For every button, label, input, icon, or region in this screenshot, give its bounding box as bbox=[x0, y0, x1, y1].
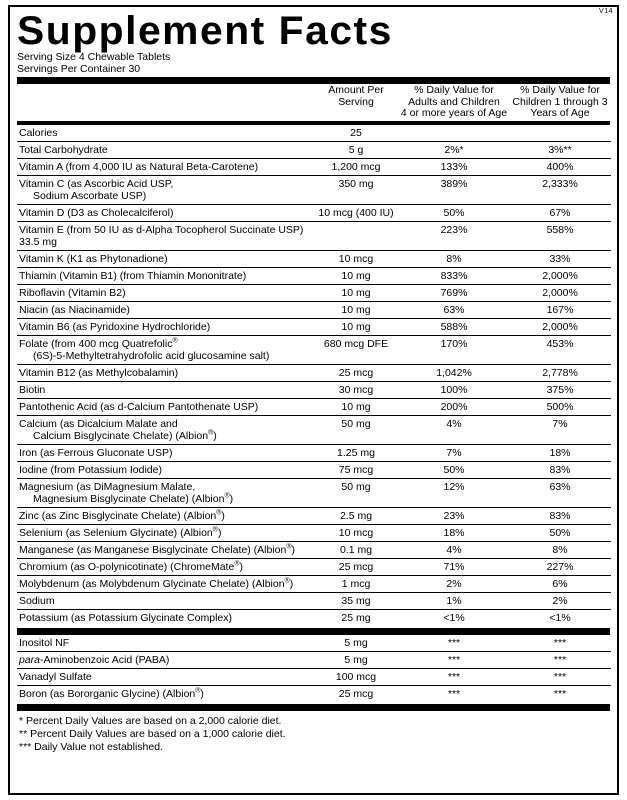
table-row bbox=[17, 204, 611, 221]
nutrient-dv-children: 453% bbox=[509, 335, 611, 364]
nutrient-dv-children: 167% bbox=[509, 301, 611, 318]
footnote: * Percent Daily Values are based on a 2,000 calorie diet. bbox=[19, 714, 282, 727]
rule-thick-mid bbox=[17, 628, 610, 635]
table-row bbox=[17, 267, 611, 284]
secondary-rows-table bbox=[17, 635, 611, 702]
table-row bbox=[17, 668, 611, 685]
nutrient-name: Calcium (as Dicalcium Malate and Calcium Bisglycinate Chelate) (Albion®) bbox=[17, 415, 313, 444]
nutrient-dv-children: 2,000% bbox=[509, 284, 611, 301]
nutrient-dv-adults: 4% bbox=[399, 415, 509, 444]
header-amount-per-serving bbox=[313, 84, 399, 121]
serving-info bbox=[17, 52, 610, 75]
header-dv-children-line1: % Daily Value for bbox=[520, 84, 600, 96]
nutrient-amount: 25 mcg bbox=[313, 685, 399, 702]
nutrient-dv-children: *** bbox=[509, 651, 611, 668]
servings-per-container: Servings Per Container 30 bbox=[17, 62, 141, 75]
table-row bbox=[17, 398, 611, 415]
nutrient-name: Sodium bbox=[17, 592, 313, 609]
footnote: *** Daily Value not established. bbox=[19, 740, 163, 753]
nutrient-dv-adults: 769% bbox=[399, 284, 509, 301]
nutrient-name: Chromium (as O-polynicotinate) (ChromeMate®) bbox=[17, 558, 313, 575]
nutrient-amount: 25 bbox=[350, 126, 362, 139]
nutrient-dv-children: 400% bbox=[509, 158, 611, 175]
nutrient-dv-adults: 170% bbox=[399, 335, 509, 364]
nutrient-name: Inositol NF bbox=[19, 636, 70, 649]
nutrient-rows bbox=[17, 125, 611, 626]
nutrient-dv-adults: 23% bbox=[399, 507, 509, 524]
nutrient-amount: 10 mg bbox=[313, 284, 399, 301]
nutrient-name: Manganese (as Manganese Bisglycinate Chelate) (Albion®) bbox=[17, 541, 313, 558]
nutrient-name-line2: Magnesium Bisglycinate Chelate) (Albion®) bbox=[33, 492, 234, 505]
nutrient-dv-adults: 223% bbox=[399, 221, 509, 250]
table-row bbox=[17, 635, 611, 652]
nutrient-dv-children: *** bbox=[509, 668, 611, 685]
nutrient-name-line2: Sodium Ascorbate USP) bbox=[33, 189, 147, 202]
header-dv-adults-line3: 4 or more years of Age bbox=[400, 107, 508, 119]
nutrient-name: Riboflavin (Vitamin B2) bbox=[17, 284, 313, 301]
nutrient-name: Zinc (as Zinc Bisglycinate Chelate) (Albion®) bbox=[17, 507, 313, 524]
nutrient-name: Magnesium (as DiMagnesium Malate, Magnesium Bisglycinate Chelate) (Albion®) bbox=[17, 478, 313, 507]
nutrient-dv-children: 83% bbox=[509, 507, 611, 524]
nutrient-amount: 30 mcg bbox=[313, 381, 399, 398]
nutrient-dv-children: 227% bbox=[509, 558, 611, 575]
nutrient-amount: 680 mcg DFE bbox=[313, 335, 399, 364]
nutrient-amount: 50 mg bbox=[313, 478, 399, 507]
header-amount-line2: Serving bbox=[338, 95, 374, 108]
table-row bbox=[17, 592, 611, 609]
nutrient-dv-children: 2,000% bbox=[509, 267, 611, 284]
table-row bbox=[17, 125, 611, 142]
nutrient-name: Folate (from 400 mcg Quatrefolic® (6S)-5-Methyltetrahydrofolic acid glucosamine salt) bbox=[17, 335, 313, 364]
nutrient-amount: 10 mcg bbox=[313, 250, 399, 267]
nutrient-dv-children: 375% bbox=[509, 381, 611, 398]
nutrient-dv-adults: 50% bbox=[399, 461, 509, 478]
nutrient-name: Selenium (as Selenium Glycinate) (Albion®) bbox=[17, 524, 313, 541]
nutrient-name: Vitamin B12 (as Methylcobalamin) bbox=[17, 364, 313, 381]
nutrient-name-line2: Calcium Bisglycinate Chelate) (Albion®) bbox=[33, 429, 217, 442]
nutrient-name: Thiamin (Vitamin B1) (from Thiamin Mononitrate) bbox=[17, 267, 313, 284]
table-row bbox=[17, 175, 611, 204]
header-dv-children bbox=[509, 84, 611, 121]
table-row bbox=[17, 381, 611, 398]
table-row bbox=[17, 221, 611, 250]
table-row bbox=[17, 158, 611, 175]
nutrient-dv-children bbox=[509, 125, 611, 142]
nutrient-dv-adults: 12% bbox=[399, 478, 509, 507]
nutrient-dv-adults: *** bbox=[399, 651, 509, 668]
nutrient-name: Molybdenum (as Molybdenum Glycinate Chelate) (Albion®) bbox=[17, 575, 313, 592]
nutrient-name: Potassium (as Potassium Glycinate Complex) bbox=[17, 609, 313, 626]
table-row bbox=[17, 444, 611, 461]
nutrient-amount: 50 mg bbox=[313, 415, 399, 444]
nutrient-amount: 100 mcg bbox=[313, 668, 399, 685]
serving-size: Serving Size 4 Chewable Tablets bbox=[17, 51, 171, 63]
nutrient-dv-children: 6% bbox=[509, 575, 611, 592]
nutrient-dv-adults: 1,042% bbox=[399, 364, 509, 381]
nutrient-dv-adults: 133% bbox=[399, 158, 509, 175]
header-nutrient bbox=[17, 84, 313, 121]
nutrient-dv-children: *** bbox=[509, 685, 611, 702]
nutrient-dv-adults: 4% bbox=[399, 541, 509, 558]
table-header bbox=[17, 84, 611, 121]
table-row bbox=[17, 558, 611, 575]
nutrient-dv-adults: 200% bbox=[399, 398, 509, 415]
nutrient-dv-children: 2,000% bbox=[509, 318, 611, 335]
table-row bbox=[17, 575, 611, 592]
table-row bbox=[17, 301, 611, 318]
header-dv-children-line2: Children 1 through 3 bbox=[512, 95, 608, 108]
nutrient-dv-children: 500% bbox=[509, 398, 611, 415]
nutrient-dv-adults: 2%* bbox=[399, 141, 509, 158]
rule-thick-bottom bbox=[17, 704, 610, 711]
header-amount-line1: Amount Per bbox=[328, 84, 384, 96]
nutrient-name: Boron (as Bororganic Glycine) (Albion®) bbox=[17, 685, 313, 702]
nutrient-dv-adults: 71% bbox=[399, 558, 509, 575]
nutrient-amount bbox=[313, 221, 399, 250]
nutrient-dv-adults: *** bbox=[399, 668, 509, 685]
nutrient-amount: 2.5 mg bbox=[313, 507, 399, 524]
nutrient-amount: 10 mg bbox=[313, 267, 399, 284]
header-dv-adults-line2: Adults and Children bbox=[408, 95, 500, 108]
secondary-nutrient-rows bbox=[17, 635, 611, 702]
nutrient-name: Calories bbox=[19, 126, 58, 139]
nutrient-name: Vitamin K (K1 as Phytonadione) bbox=[17, 250, 313, 267]
footnotes bbox=[17, 711, 610, 754]
nutrient-amount: 75 mcg bbox=[313, 461, 399, 478]
nutrient-dv-adults: <1% bbox=[399, 609, 509, 626]
nutrient-dv-children: <1% bbox=[509, 609, 611, 626]
table-row bbox=[17, 141, 611, 158]
nutrient-amount: 5 mg bbox=[344, 636, 368, 649]
nutrient-rows-table bbox=[17, 125, 611, 626]
rule-thick-top bbox=[17, 77, 610, 84]
nutrient-name: para-Aminobenzoic Acid (PABA) bbox=[17, 651, 313, 668]
nutrient-name: Vitamin B6 (as Pyridoxine Hydrochloride) bbox=[17, 318, 313, 335]
nutrient-dv-adults: 7% bbox=[399, 444, 509, 461]
header-dv-adults-line1: % Daily Value for bbox=[414, 84, 494, 96]
nutrient-dv-adults: *** bbox=[399, 685, 509, 702]
version-code: V14 bbox=[599, 8, 613, 15]
table-row bbox=[17, 609, 611, 626]
nutrient-amount: 10 mcg bbox=[313, 524, 399, 541]
nutrient-amount: 5 mg bbox=[313, 651, 399, 668]
header-dv-children-line3: Years of Age bbox=[530, 107, 590, 119]
nutrient-dv-children: 558% bbox=[509, 221, 611, 250]
nutrient-name: Vitamin E (from 50 IU as d-Alpha Tocopherol Succinate USP) 33.5 mg bbox=[17, 221, 313, 250]
nutrient-name: Pantothenic Acid (as d-Calcium Pantothenate USP) bbox=[17, 398, 313, 415]
nutrient-amount: 10 mcg (400 IU) bbox=[313, 204, 399, 221]
nutrient-amount: 5 g bbox=[313, 141, 399, 158]
nutrient-amount: 0.1 mg bbox=[313, 541, 399, 558]
nutrient-dv-children: 83% bbox=[509, 461, 611, 478]
nutrient-name: Vitamin C (as Ascorbic Acid USP, Sodium Ascorbate USP) bbox=[17, 175, 313, 204]
nutrient-dv-adults: 833% bbox=[399, 267, 509, 284]
table-row bbox=[17, 685, 611, 702]
nutrient-name: Vitamin A (from 4,000 IU as Natural Beta-Carotene) bbox=[17, 158, 313, 175]
nutrient-dv-adults bbox=[399, 125, 509, 142]
page-title: Supplement Facts bbox=[17, 9, 393, 53]
table-row bbox=[17, 415, 611, 444]
nutrient-name: Iodine (from Potassium Iodide) bbox=[17, 461, 313, 478]
table-row bbox=[17, 284, 611, 301]
nutrient-amount: 1.25 mg bbox=[313, 444, 399, 461]
nutrient-amount: 25 mg bbox=[313, 609, 399, 626]
label-frame bbox=[8, 5, 619, 795]
nutrient-name: Vitamin D (D3 as Cholecalciferol) bbox=[17, 204, 313, 221]
nutrient-dv-children: 8% bbox=[509, 541, 611, 558]
nutrient-dv-children: 3%** bbox=[509, 141, 611, 158]
nutrient-amount: 1 mcg bbox=[313, 575, 399, 592]
nutrient-dv-children: 63% bbox=[509, 478, 611, 507]
nutrient-name-line2: (6S)-5-Methyltetrahydrofolic acid glucosamine salt) bbox=[33, 349, 270, 362]
nutrient-name: Iron (as Ferrous Gluconate USP) bbox=[17, 444, 313, 461]
table-row bbox=[17, 461, 611, 478]
table-row bbox=[17, 250, 611, 267]
table-row bbox=[17, 478, 611, 507]
nutrient-dv-adults: 63% bbox=[399, 301, 509, 318]
table-row bbox=[17, 335, 611, 364]
nutrient-dv-children: 50% bbox=[509, 524, 611, 541]
nutrient-amount: 10 mg bbox=[313, 318, 399, 335]
nutrient-dv-children: 2% bbox=[509, 592, 611, 609]
nutrient-amount: 25 mcg bbox=[313, 558, 399, 575]
nutrient-amount: 350 mg bbox=[313, 175, 399, 204]
table-row bbox=[17, 651, 611, 668]
table-row bbox=[17, 541, 611, 558]
table-row bbox=[17, 507, 611, 524]
nutrient-dv-adults: 50% bbox=[399, 204, 509, 221]
nutrient-dv-adults: 389% bbox=[399, 175, 509, 204]
nutrient-dv-adults: 18% bbox=[399, 524, 509, 541]
nutrient-name: Vanadyl Sulfate bbox=[17, 668, 313, 685]
nutrient-amount: 25 mcg bbox=[313, 364, 399, 381]
nutrient-dv-children: 7% bbox=[509, 415, 611, 444]
nutrient-name: Total Carbohydrate bbox=[17, 141, 313, 158]
nutrient-amount: 10 mg bbox=[313, 398, 399, 415]
nutrition-table bbox=[17, 84, 611, 121]
nutrient-dv-children: *** bbox=[553, 636, 567, 649]
footnote: ** Percent Daily Values are based on a 1,000 calorie diet. bbox=[19, 727, 286, 740]
nutrient-amount: 1,200 mcg bbox=[313, 158, 399, 175]
table-row bbox=[17, 318, 611, 335]
nutrient-dv-adults: 100% bbox=[399, 381, 509, 398]
nutrient-amount: 10 mg bbox=[313, 301, 399, 318]
nutrient-dv-adults: 8% bbox=[399, 250, 509, 267]
nutrient-dv-adults: 1% bbox=[399, 592, 509, 609]
nutrient-amount: 35 mg bbox=[313, 592, 399, 609]
nutrient-dv-children: 33% bbox=[509, 250, 611, 267]
nutrient-dv-children: 2,333% bbox=[509, 175, 611, 204]
table-row bbox=[17, 364, 611, 381]
header-dv-adults bbox=[399, 84, 509, 121]
table-row bbox=[17, 524, 611, 541]
nutrient-name: Niacin (as Niacinamide) bbox=[17, 301, 313, 318]
nutrient-dv-adults: 588% bbox=[399, 318, 509, 335]
nutrient-dv-children: 67% bbox=[509, 204, 611, 221]
nutrient-dv-adults: 2% bbox=[399, 575, 509, 592]
nutrient-name: Biotin bbox=[17, 381, 313, 398]
nutrient-dv-children: 18% bbox=[509, 444, 611, 461]
nutrient-dv-children: 2,778% bbox=[509, 364, 611, 381]
nutrient-dv-adults: *** bbox=[447, 636, 461, 649]
